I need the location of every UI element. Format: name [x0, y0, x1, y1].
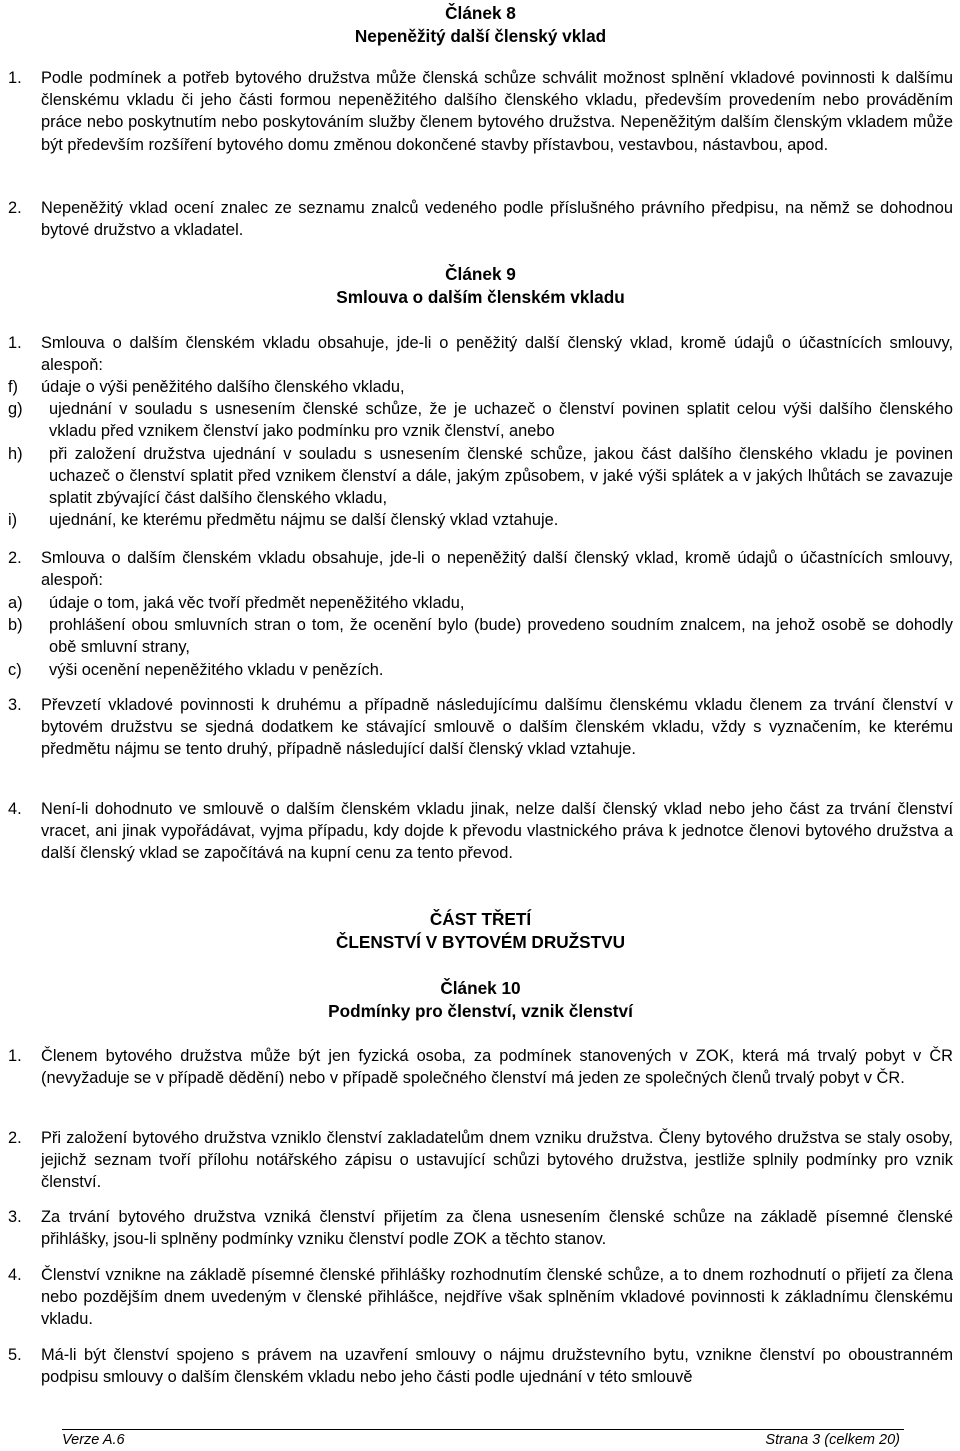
article-9-paragraph-1 [8, 332, 953, 376]
paragraph-number: 2. [8, 549, 22, 567]
list-text: při založení družstva ujednání v souladu s usnesením členské schůze, jakou část dalšího členského vkladu je povinen uchazeč o členství splatit před vznikem členství a dále, jakým způsobem, v jaké výši splátek a v jakých lhůtách se zavazuje splatit zbývající část dalšího členského vkladu, [49, 444, 953, 508]
paragraph-number: 4. [8, 1266, 22, 1284]
paragraph-number: 1. [8, 69, 22, 87]
paragraph-text: Smlouva o dalším členském vkladu obsahuje, jde-li o peněžitý další členský vklad, kromě údajů o účastnících smlouvy, alespoň: [41, 334, 953, 375]
article-subtitle: Nepeněžitý další členský vklad [354, 26, 607, 46]
part-title: ČÁST TŘETÍ [429, 909, 532, 929]
list-item [8, 592, 953, 614]
paragraph-text: Členem bytového družstva může být jen fyzická osoba, za podmínek stanovených v ZOK, která má trvalý pobyt v ČR (nevyžaduje se v případě dědění) nebo v případě společného členství má jeden ze společných členů trvalý pobyt v ČR. [41, 1047, 953, 1088]
paragraph-text: Členství vznikne na základě písemné členské přihlášky rozhodnutím členské schůze, a to dnem rozhodnutí o přijetí za člena nebo pozdějším dnem uvedeným v členské přihlášce, nejdříve však splněním vkladové povinnosti k základnímu členskému vkladu. [41, 1266, 953, 1329]
article-10-paragraph-2 [8, 1127, 953, 1194]
list-item [8, 443, 953, 510]
article-10-paragraph-5 [8, 1344, 953, 1388]
article-10-paragraph-3 [8, 1206, 953, 1250]
paragraph-text: Podle podmínek a potřeb bytového družstva může členská schůze schválit možnost splnění vkladové povinnosti k dalšímu členskému vkladu či jeho části formou nepeněžitého dalšího členského vkladu, především provedením nebo prováděním práce nebo poskytnutím nebo poskytováním služby členem bytového družstva. Nepeněžitým dalším členským vkladem může být především rozšíření bytového domu změnou dokončené stavby přístavbou, vestavbou, nástavbou, apod. [41, 69, 953, 154]
paragraph-number: 1. [8, 334, 22, 352]
list-letter: h) [8, 444, 23, 463]
list-text: ujednání v souladu s usnesením členské schůze, že je uchazeč o členství povinen splatit celou výši dalšího členského vkladu před vznikem členství jako podmínku pro vznik členství, anebo [49, 400, 953, 441]
paragraph-text: Smlouva o dalším členském vkladu obsahuje, jde-li o nepeněžitý další členský vklad, kromě údajů o účastnících smlouvy, alespoň: [41, 549, 953, 590]
article-10-paragraph-1 [8, 1045, 953, 1089]
list-item [8, 398, 953, 442]
paragraph-number: 3. [8, 1208, 22, 1226]
list-letter: i) [8, 511, 18, 530]
part-subtitle: ČLENSTVÍ V BYTOVÉM DRUŽSTVU [335, 932, 626, 952]
article-title: Článek 9 [445, 264, 516, 284]
list-text: ujednání, ke kterému předmětu nájmu se další členský vklad vztahuje. [49, 511, 559, 530]
article-10-paragraph-4 [8, 1264, 953, 1331]
page-number: Strana 3 (celkem 20) [765, 1432, 900, 1448]
article-10-heading [8, 977, 953, 1023]
list-letter: c) [8, 660, 22, 679]
article-title: Článek 10 [440, 978, 521, 998]
article-9-list-1 [8, 376, 953, 531]
article-9-list-2 [8, 592, 953, 681]
paragraph-text: Není-li dohodnuto ve smlouvě o dalším členském vkladu jinak, nelze další členský vklad nebo jeho část za trvání členství vracet, ani jinak vypořádávat, vyjma případu, kdy dojde k převodu vlastnického práva k jednotce členovi bytového družstva a další členský vklad se započítává na kupní cenu za tento převod. [41, 800, 953, 863]
list-item [8, 376, 953, 398]
paragraph-text: Při založení bytového družstva vzniklo členství zakladatelům dnem vzniku družstva. Členy bytového družstva se staly osoby, jejichž seznam tvoří přílohu notářského zápisu o ustavující schůzi bytového družstva, jestliže splnily podmínky pro vznik členství. [41, 1129, 953, 1192]
article-subtitle: Smlouva o dalším členském vkladu [336, 287, 625, 307]
paragraph-text: Nepeněžitý vklad ocení znalec ze seznamu znalců vedeného podle příslušného právního předpisu, na němž se dohodnou bytové družstvo a vkladatel. [41, 199, 953, 240]
article-9-paragraph-3 [8, 694, 953, 761]
paragraph-text: Má-li být členství spojeno s právem na uzavření smlouvy o nájmu družstevního bytu, vznikne členství po oboustranném podpisu smlouvy o dalším členském vkladu nebo jeho části podle ujednání v této smlouvě [41, 1346, 953, 1387]
list-item [8, 509, 953, 531]
page-footer [62, 1429, 904, 1450]
list-letter: g) [8, 400, 23, 419]
article-8-paragraph-2 [8, 197, 953, 241]
list-text: údaje o výši peněžitého dalšího členského vkladu, [41, 378, 405, 396]
list-item [8, 614, 953, 658]
part-3-heading [8, 908, 953, 954]
paragraph-number: 4. [8, 800, 22, 818]
list-letter: b) [8, 616, 23, 635]
article-title: Článek 8 [445, 3, 516, 23]
list-letter: f) [8, 378, 19, 396]
article-8-heading [8, 2, 953, 48]
article-9-paragraph-2 [8, 547, 953, 591]
paragraph-number: 5. [8, 1346, 22, 1364]
paragraph-text: Převzetí vkladové povinnosti k druhému a případně následujícímu dalšímu členskému vkladu členem za trvání členství v bytovém družstvu se sjedná dodatkem ke stávající smlouvě o dalším členském vkladu, vždy s vyznačením, ke kterému předmětu nájmu se tento druhý, případně následující další členský vklad vztahuje. [41, 696, 953, 759]
paragraph-number: 2. [8, 1129, 22, 1147]
list-text: výši ocenění nepeněžitého vkladu v penězích. [49, 660, 384, 679]
paragraph-number: 2. [8, 199, 22, 217]
article-subtitle: Podmínky pro členství, vznik členství [328, 1001, 633, 1021]
paragraph-text: Za trvání bytového družstva vzniká členství přijetím za člena usnesením členské schůze na základě písemné členské přihlášky, jsou-li splněny podmínky vzniku členství podle ZOK a těchto stanov. [41, 1208, 953, 1249]
paragraph-number: 3. [8, 696, 22, 714]
article-9-heading [8, 263, 953, 309]
list-text: prohlášení obou smluvních stran o tom, že ocenění bylo (bude) provedeno soudním znalcem, na jehož osobě se dohodly obě smluvní strany, [49, 616, 953, 657]
version-label: Verze A.6 [62, 1432, 125, 1448]
list-letter: a) [8, 594, 23, 612]
list-item [8, 659, 953, 681]
article-9-paragraph-4 [8, 798, 953, 865]
article-8-paragraph-1 [8, 67, 953, 156]
list-text: údaje o tom, jaká věc tvoří předmět nepeněžitého vkladu, [49, 594, 465, 612]
paragraph-number: 1. [8, 1047, 22, 1065]
